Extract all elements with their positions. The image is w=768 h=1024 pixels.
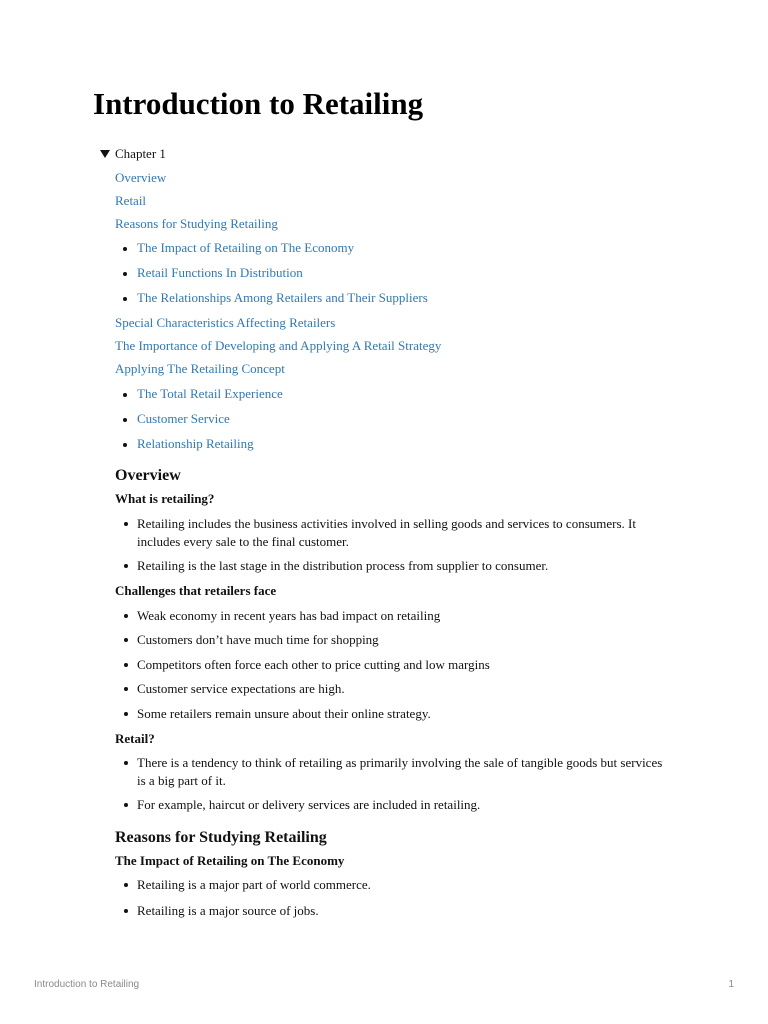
- toc-link-strategy[interactable]: The Importance of Developing and Applying A Retail Strategy: [115, 338, 442, 353]
- page-title: Introduction to Retailing: [93, 86, 424, 121]
- bullet-icon: [124, 564, 128, 568]
- list-item: [137, 754, 667, 790]
- bullet-icon: [124, 614, 128, 618]
- toc-link-total-experience[interactable]: The Total Retail Experience: [137, 386, 283, 401]
- bullet-icon: [124, 522, 128, 526]
- section-heading-reasons: Reasons for Studying Retailing: [115, 829, 327, 846]
- bullet-icon: [124, 761, 128, 765]
- toc-link-customer-service[interactable]: Customer Service: [137, 411, 230, 426]
- list-item: [137, 680, 667, 698]
- subheading-challenges: Challenges that retailers face: [115, 583, 277, 598]
- bullet-icon: [123, 443, 127, 447]
- bullet-icon: [123, 393, 127, 397]
- toc-link-relationships[interactable]: The Relationships Among Retailers and Their Suppliers: [137, 290, 428, 305]
- bullet-icon: [124, 712, 128, 716]
- toc-link-retail[interactable]: Retail: [115, 193, 147, 208]
- list-item-text: Retailing is a major source of jobs.: [137, 903, 319, 918]
- subheading-what-is-retailing: What is retailing?: [115, 491, 215, 506]
- bullet-icon: [123, 272, 127, 276]
- toc-chapter-toggle[interactable]: [100, 145, 700, 163]
- list-item: [137, 705, 667, 723]
- bullet-icon: [123, 418, 127, 422]
- list-item-text: There is a tendency to think of retailing as primarily involving the sale of tangible goods but services is a big part of it.: [137, 755, 663, 788]
- table-of-contents: [100, 145, 700, 451]
- list-item: [137, 876, 667, 894]
- list-item: [137, 656, 667, 674]
- toc-chapter-label: Chapter 1: [115, 146, 166, 161]
- list-item-text: Retailing is a major part of world commerce.: [137, 877, 371, 892]
- toc-link-impact[interactable]: The Impact of Retailing on The Economy: [137, 240, 355, 255]
- subheading-retail: Retail?: [115, 731, 155, 746]
- bullet-icon: [124, 638, 128, 642]
- list-item-text: Some retailers remain unsure about their online strategy.: [137, 706, 431, 721]
- list-item-text: Weak economy in recent years has bad impact on retailing: [137, 608, 441, 623]
- bullet-icon: [124, 909, 128, 913]
- list-item-text: Customers don’t have much time for shopping: [137, 632, 379, 647]
- toc-link-characteristics[interactable]: Special Characteristics Affecting Retailers: [115, 315, 336, 330]
- bullet-icon: [124, 663, 128, 667]
- list-item: [137, 515, 667, 551]
- bullet-icon: [124, 803, 128, 807]
- list-item: [137, 631, 667, 649]
- toc-link-concept[interactable]: Applying The Retailing Concept: [115, 361, 285, 376]
- list-item-text: Customer service expectations are high.: [137, 681, 345, 696]
- list-item-text: Competitors often force each other to price cutting and low margins: [137, 657, 490, 672]
- list-item: [137, 902, 667, 920]
- bullet-icon: [123, 297, 127, 301]
- bullet-icon: [123, 247, 127, 251]
- toc-link-functions[interactable]: Retail Functions In Distribution: [137, 265, 303, 280]
- bullet-icon: [124, 883, 128, 887]
- list-item: [137, 607, 667, 625]
- list-item: [137, 796, 667, 814]
- disclosure-triangle-icon[interactable]: [100, 150, 110, 158]
- toc-link-overview[interactable]: Overview: [115, 170, 167, 185]
- list-item-text: Retailing is the last stage in the distribution process from supplier to consumer.: [137, 558, 549, 573]
- toc-link-relationship-retailing[interactable]: Relationship Retailing: [137, 436, 254, 451]
- list-item: [137, 557, 667, 575]
- toc-link-reasons[interactable]: Reasons for Studying Retailing: [115, 216, 278, 231]
- list-item-text: Retailing includes the business activities involved in selling goods and services to consumers. It includes every sale to the final customer.: [137, 516, 636, 549]
- section-heading-overview: Overview: [115, 467, 181, 484]
- subheading-impact: The Impact of Retailing on The Economy: [115, 853, 345, 868]
- bullet-icon: [124, 687, 128, 691]
- footer-document-title: Introduction to Retailing: [34, 979, 140, 990]
- list-item-text: For example, haircut or delivery services are included in retailing.: [137, 797, 481, 812]
- page-number: 1: [728, 979, 734, 990]
